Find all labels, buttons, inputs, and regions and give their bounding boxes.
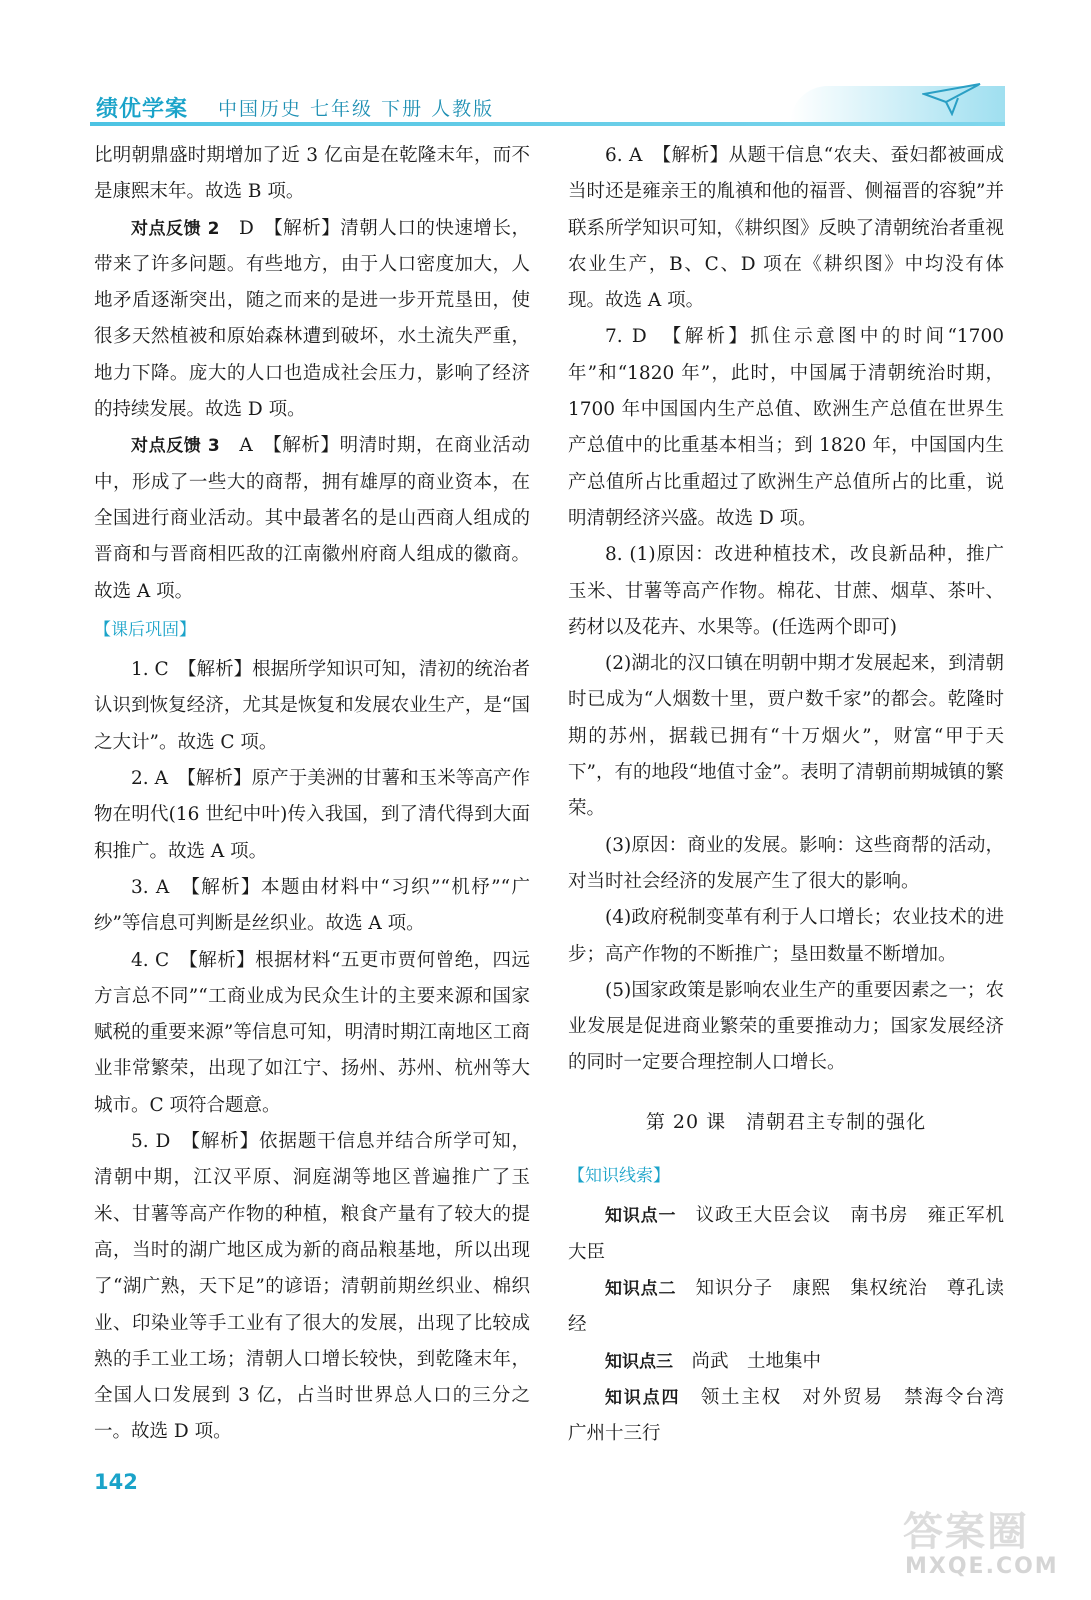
section-heading-knowledge: 【知识线索】 — [568, 1166, 670, 1187]
watermark-title: 答案圈 — [903, 1509, 1029, 1555]
answer-8-part-4: (4)政府税制变革有利于人口增长；农业技术的进步；高产作物的不断推广；垦田数量不断增加。 — [568, 907, 1004, 965]
feedback-3-label: 对点反馈 3 — [131, 436, 220, 457]
watermark-logo — [895, 1500, 1075, 1588]
section-heading-review: 【课后巩固】 — [94, 619, 196, 640]
knowledge-point-1-label: 知识点一 — [605, 1206, 677, 1227]
feedback-2 — [94, 211, 530, 429]
knowledge-point-1-text: 议政王大臣会议 南书房 雍正军机大臣 — [568, 1205, 1004, 1263]
answer-1: 1. C 【解析】根据所学知识可知，清初的统治者认识到恢复经济，尤其是恢复和发展农业生产，是“国之大计”。故选 C 项。 — [94, 659, 530, 753]
book-series-title: 中国历史 七年级 下册 人教版 — [218, 98, 495, 120]
right-column — [568, 138, 1023, 1452]
feedback-2-text: D 【解析】清朝人口的快速增长，带来了许多问题。有些地方，由于人口密度加大，人地矛盾逐渐突出，随之而来的是进一步开荒垦田，使很多天然植被和原始森林遭到破坏，水土流失严重，地力下降。庞大的人口也造成社会压力，影响了经济的持续发展。故选 D 项。 — [94, 217, 530, 421]
answer-8-part-2: (2)湖北的汉口镇在明朝中期才发展起来，到清朝时已成为“人烟数十里，贾户数千家”的都会。乾隆时期的苏州，据载已拥有“十万烟火”，财富“甲于天下”，有的地段“地值寸金”。表明了清朝前期城镇的繁荣。 — [568, 653, 1004, 820]
answer-8-part-1: 8. (1)原因：改进种植技术，改良新品种，推广玉米、甘薯等高产作物。棉花、甘蔗、烟草、茶叶、药材以及花卉、水果等。(任选两个即可) — [568, 544, 1004, 638]
page-header — [90, 86, 1010, 128]
answer-7: 7. D 【解析】抓住示意图中的时间“1700 年”和“1820 年”，此时，中国属于清朝统治时期，1700 年中国国内生产总值、欧洲生产总值在世界生产总值中的比重基本相当；到 1820 年，中国国内生产总值所占比重超过了欧洲生产总值所占的比重，说明清朝经济兴盛。故选 D 项。 — [568, 326, 1004, 529]
knowledge-point-4-label: 知识点四 — [605, 1387, 681, 1408]
answer-3: 3. A 【解析】本题由材料中“习织”“机杼”“广纱”等信息可判断是丝织业。故选 A 项。 — [94, 876, 530, 935]
paragraph-continued: 比明朝鼎盛时期增加了近 3 亿亩是在乾隆末年，而不是康熙末年。故选 B 项。 — [94, 145, 530, 203]
knowledge-point-3-label: 知识点三 — [605, 1351, 673, 1372]
left-column — [94, 138, 530, 1451]
knowledge-point-1 — [568, 1198, 1004, 1271]
answer-4: 4. C 【解析】根据材料“五更市贾何曾绝，四远方言总不同”“工商业成为民众生计的主要来源和国家赋税的重要来源”等信息可知，明清时期江南地区工商业非常繁荣，出现了如江宁、扬州、苏州、杭州等大城市。C 项符合题意。 — [94, 949, 530, 1116]
brand-logo: 绩优学案 — [96, 97, 189, 122]
answer-8-part-3: (3)原因：商业的发展。影响：这些商帮的活动，对当时社会经济的发展产生了很大的影响。 — [568, 834, 1004, 892]
knowledge-point-2-label: 知识点二 — [605, 1278, 677, 1299]
feedback-3 — [94, 428, 530, 609]
answer-5: 5. D 【解析】依据题干信息并结合所学可知，清朝中期，江汉平原、洞庭湖等地区普遍推广了玉米、甘薯等高产作物的种植，粮食产量有了较大的提高，当时的湖广地区成为新的商品粮基地，所以出现了“湖广熟，天下足”的谚语；清朝前期丝织业、棉织业、印染业等手工业有了很大的发展，出现了比较成熟的手工业工场；清朝人口增长较快，到乾隆末年，全国人口发展到 3 亿，占当时世界总人口的三分之一。故选 D 项。 — [94, 1131, 530, 1443]
knowledge-point-2 — [568, 1271, 1004, 1344]
knowledge-point-3-text: 尚武 土地集中 — [673, 1350, 822, 1372]
knowledge-point-3 — [568, 1344, 1004, 1380]
page-number: 142 — [94, 1470, 138, 1494]
answer-2: 2. A 【解析】原产于美洲的甘薯和玉米等高产作物在明代(16 世纪中叶)传入我国，到了清代得到大面积推广。故选 A 项。 — [94, 768, 530, 862]
header-rule — [90, 122, 1005, 126]
answer-6: 6. A 【解析】从题干信息“农夫、蚕妇都被画成当时还是雍亲王的胤禛和他的福晋、侧福晋的容貌”并联系所学知识可知，《耕织图》反映了清朝统治者重视农业生产，B、C、D 项在《耕织图》中均没有体现。故选 A 项。 — [568, 145, 1004, 312]
knowledge-point-4 — [568, 1380, 1023, 1453]
feedback-2-label: 对点反馈 2 — [131, 218, 220, 239]
watermark-url: MXQE.COM — [905, 1554, 1059, 1579]
knowledge-point-4-text: 领土主权 对外贸易 禁海令台湾 广州十三行 — [568, 1386, 1023, 1445]
feedback-3-text: A 【解析】明清时期，在商业活动中，形成了一些大的商帮，拥有雄厚的商业资本，在全国进行商业活动。其中最著名的是山西商人组成的晋商和与晋商相匹敌的江南徽州府商人组成的徽商。故选 A 项。 — [94, 435, 530, 602]
lesson-title: 第 20 课 清朝君主专制的强化 — [645, 1110, 927, 1133]
knowledge-point-2-text: 知识分子 康熙 集权统治 尊孔读经 — [568, 1277, 1004, 1336]
answer-8-part-5: (5)国家政策是影响农业生产的重要因素之一；农业发展是促进商业繁荣的重要推动力；国家发展经济的同时一定要合理控制人口增长。 — [568, 979, 1004, 1074]
paper-plane-icon — [922, 80, 982, 116]
